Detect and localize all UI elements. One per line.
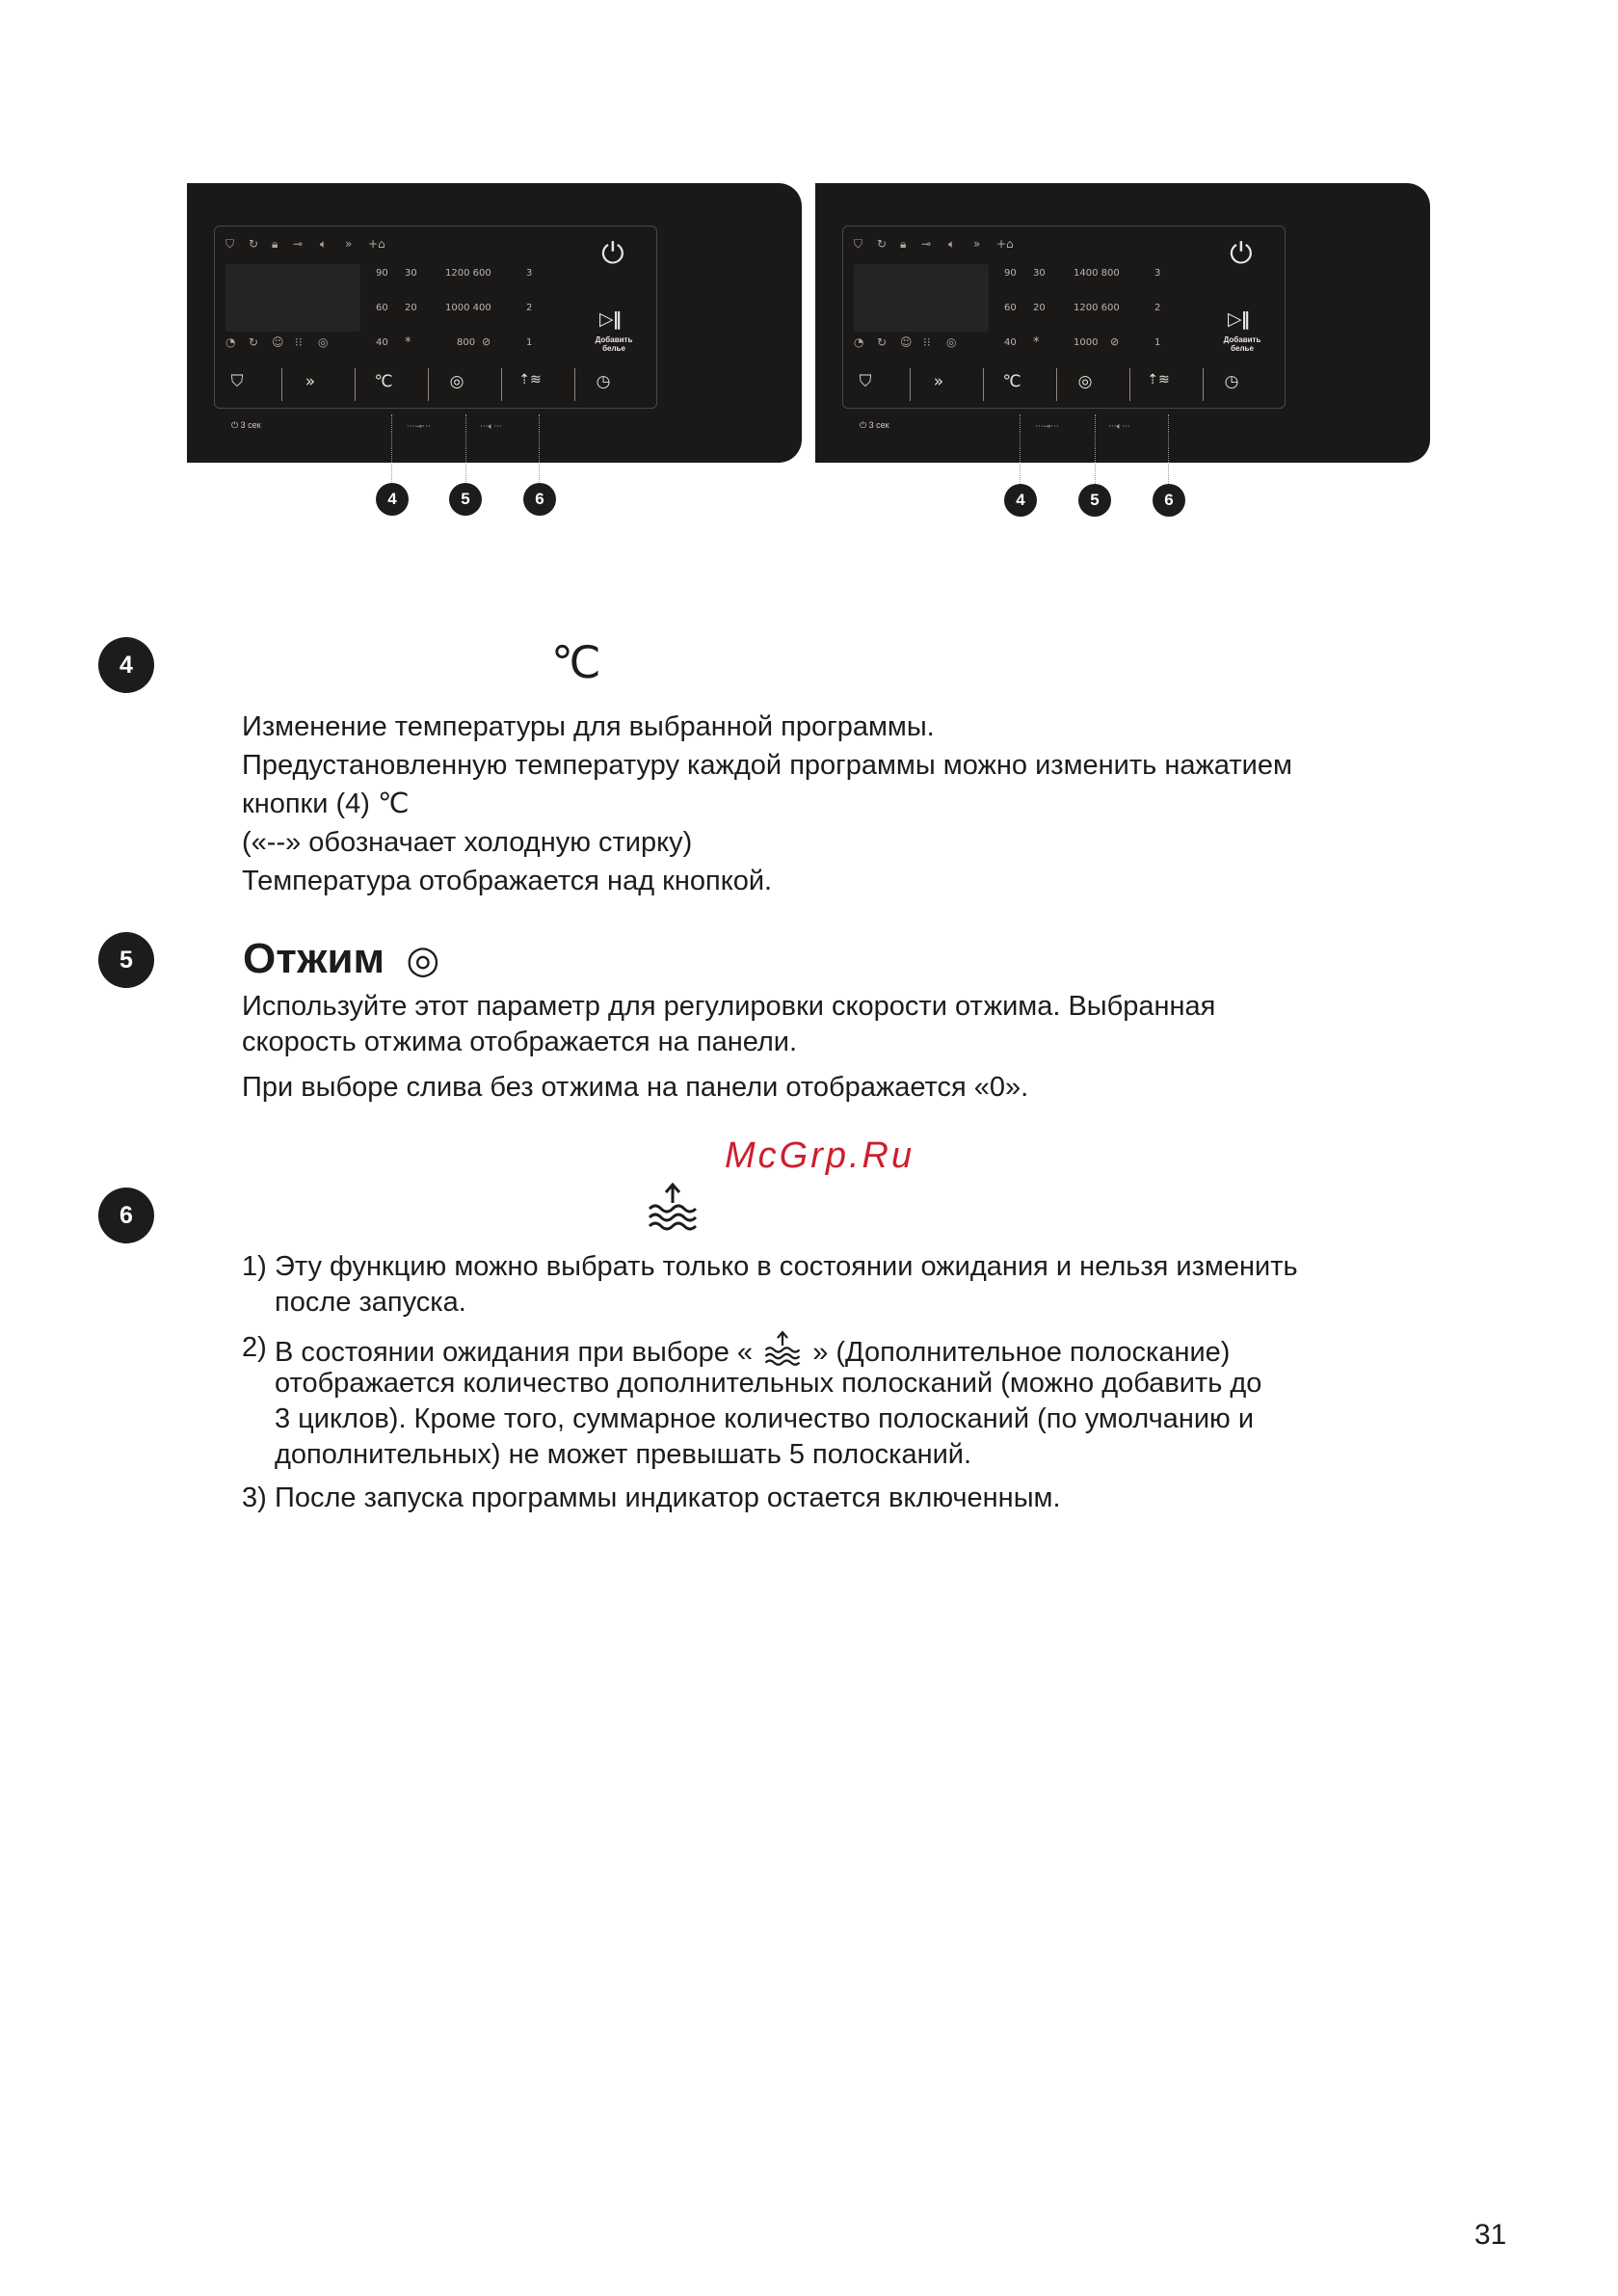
spin-row-2: 1000 400	[445, 303, 491, 313]
list-number: 2)	[242, 1332, 267, 1363]
quick-icon: »	[973, 237, 981, 251]
list-text: Эту функцию можно выбрать только в состоянии ожидания и нельзя изменить	[275, 1251, 1298, 1282]
spin-row-1: 1400 800	[1074, 268, 1120, 279]
temp-60: 60	[376, 303, 388, 313]
list-text-part: В состоянии ожидания при выборе «	[275, 1337, 754, 1368]
spin-row-1: 1200 600	[445, 268, 491, 279]
list-text: после запуска.	[275, 1287, 466, 1318]
spin-button[interactable]: ◎	[1077, 372, 1093, 391]
callout-badge-4: 4	[376, 483, 409, 516]
delay-end-button[interactable]: ◷	[596, 372, 611, 391]
door-lock-icon: 🔒︎	[900, 237, 907, 251]
key-icon: ⊸	[921, 237, 932, 251]
rinse-count-3: 3	[526, 268, 533, 279]
spin-line-3: При выборе слива без отжима на панели отображается «0».	[242, 1072, 1029, 1103]
separator	[983, 368, 984, 401]
list-text: отображается количество дополнительных полосканий (можно добавить до	[275, 1368, 1262, 1399]
child-lock-hint: ···⊸···	[407, 422, 431, 432]
list-text: 3 циклов). Кроме того, суммарное количество полосканий (по умолчанию и	[275, 1403, 1255, 1434]
spin-title: Отжим	[243, 935, 385, 982]
rinse-count-1: 1	[526, 337, 533, 348]
callout-line-5	[465, 414, 466, 484]
add-laundry-label: Добавить белье	[1223, 335, 1261, 353]
section-number-6: 6	[98, 1188, 154, 1243]
add-laundry-label: Добавить белье	[595, 335, 633, 353]
function-button-row	[844, 364, 1283, 403]
extra-rinse-icon	[760, 1330, 805, 1367]
add-rinse-indicator-icon: +⌂	[368, 237, 385, 251]
temp-60: 60	[1004, 303, 1017, 313]
list-text: После запуска программы индикатор остается включенным.	[275, 1482, 1061, 1513]
separator	[910, 368, 911, 401]
bio-icon: ☺	[272, 335, 284, 349]
temp-40: 40	[376, 337, 388, 348]
no-spin-icon: ⊘	[1110, 335, 1120, 348]
separator	[281, 368, 282, 401]
spin-row-3: 1000	[1074, 337, 1099, 348]
spin-row-2: 1200 600	[1074, 303, 1120, 313]
add-rinse-indicator-icon: +⌂	[996, 237, 1014, 251]
spin-line-1: Используйте этот параметр для регулировки скорости отжима. Выбранная	[242, 991, 1216, 1022]
rinse-count-3: 3	[1154, 268, 1161, 279]
separator	[355, 368, 356, 401]
list-number: 1)	[242, 1251, 267, 1282]
child-lock-icon: ⛉	[854, 237, 863, 251]
separator	[428, 368, 429, 401]
digital-display	[225, 264, 360, 332]
rinse-count-1: 1	[1154, 337, 1161, 348]
delay-end-icon: ↻	[877, 237, 888, 251]
eco-drum-clean-button[interactable]: ⛉	[230, 372, 244, 391]
cold-wash-icon: *	[405, 335, 411, 350]
rinse-button[interactable]: ⇡≋	[1147, 372, 1170, 387]
list-text-part: » (Дополнительное полоскание)	[812, 1337, 1231, 1368]
steam-icon: ⁝⁝	[923, 335, 931, 349]
eco-drum-clean-button[interactable]: ⛉	[859, 372, 872, 391]
callout-badge-6: 6	[523, 483, 556, 516]
delay-end-button[interactable]: ◷	[1224, 372, 1239, 391]
rinse-button[interactable]: ⇡≋	[518, 372, 542, 387]
temperature-line-2: Предустановленную температуру каждой программы можно изменить нажатием	[242, 750, 1292, 781]
steam-icon: ⁝⁝	[295, 335, 303, 349]
callout-line-6	[1168, 414, 1169, 484]
list-text	[275, 1330, 1230, 1371]
standby-icon: ↻	[249, 335, 259, 349]
callout-line-4	[391, 414, 392, 484]
temp-40: 40	[1004, 337, 1017, 348]
callout-badge-4: 4	[1004, 484, 1037, 517]
standby-icon: ↻	[877, 335, 888, 349]
list-text: дополнительных) не может превышать 5 полосканий.	[275, 1439, 972, 1470]
start-pause-icon[interactable]: ▷‖	[599, 308, 622, 330]
quick-button[interactable]: »	[305, 372, 316, 391]
control-panel-illustration-right	[815, 183, 1430, 463]
watermark: McGrp.Ru	[725, 1135, 915, 1176]
power-icon[interactable]: ⏻	[601, 237, 624, 271]
callout-badge-6: 6	[1153, 484, 1185, 517]
spin-row-3: 800	[457, 337, 476, 348]
temperature-button[interactable]: ℃	[374, 372, 393, 391]
temp-30: 30	[405, 268, 417, 279]
callout-line-4	[1020, 414, 1021, 484]
quick-icon: »	[345, 237, 353, 251]
callout-line-5	[1095, 414, 1096, 484]
sound-off-hint: ···🔈︎···	[480, 422, 502, 432]
callout-badge-5: 5	[449, 483, 482, 516]
temp-20: 20	[1033, 303, 1046, 313]
temperature-line-3: кнопки (4) ℃	[242, 788, 410, 819]
temp-90: 90	[376, 268, 388, 279]
spin-small-icon: ◎	[318, 335, 329, 349]
temperature-line-4: («--» обозначает холодную стирку)	[242, 827, 693, 858]
digital-display	[854, 264, 989, 332]
spin-small-icon: ◎	[946, 335, 957, 349]
separator	[1056, 368, 1057, 401]
key-icon: ⊸	[293, 237, 304, 251]
spin-button[interactable]: ◎	[449, 372, 464, 391]
callout-badge-5: 5	[1078, 484, 1111, 517]
page-number: 31	[1474, 2219, 1507, 2251]
temp-90: 90	[1004, 268, 1017, 279]
delay-end-icon: ↻	[249, 237, 259, 251]
temperature-button[interactable]: ℃	[1002, 372, 1021, 391]
hold-3-sec-label: ⏻ 3 сек	[231, 420, 261, 430]
temp-20: 20	[405, 303, 417, 313]
section-number-4: 4	[98, 637, 154, 693]
child-lock-icon: ⛉	[225, 237, 235, 251]
sound-off-icon: 🔈︎	[320, 237, 328, 251]
temperature-icon: ℃	[551, 636, 601, 688]
start-pause-icon[interactable]: ▷‖	[1228, 308, 1250, 330]
separator	[1203, 368, 1204, 401]
rinse-count-2: 2	[526, 303, 533, 313]
section-number-5: 5	[98, 932, 154, 988]
spin-line-2: скорость отжима отображается на панели.	[242, 1027, 798, 1057]
sound-off-hint: ···🔈︎···	[1108, 422, 1130, 432]
rinse-count-2: 2	[1154, 303, 1161, 313]
cold-wash-icon: *	[1033, 335, 1040, 350]
function-button-row	[216, 364, 654, 403]
separator	[1129, 368, 1130, 401]
separator	[574, 368, 575, 401]
list-number: 3)	[242, 1482, 267, 1513]
hold-3-sec-label: ⏻ 3 сек	[860, 420, 889, 430]
spin-heading	[243, 935, 439, 983]
spin-icon: ◎	[406, 938, 440, 982]
temperature-line-5: Температура отображается над кнопкой.	[242, 866, 773, 896]
quick-button[interactable]: »	[933, 372, 944, 391]
power-icon[interactable]: ⏻	[1230, 237, 1253, 271]
control-panel-illustration-left	[187, 183, 802, 463]
no-spin-icon: ⊘	[482, 335, 491, 348]
separator	[501, 368, 502, 401]
child-lock-hint: ···⊸···	[1035, 422, 1059, 432]
temperature-line-1: Изменение температуры для выбранной программы.	[242, 711, 935, 742]
timer-icon: ◔	[854, 335, 864, 349]
door-lock-icon: 🔒︎	[272, 237, 279, 251]
timer-icon: ◔	[225, 335, 236, 349]
sound-off-icon: 🔈︎	[948, 237, 956, 251]
callout-line-6	[539, 414, 540, 484]
temp-30: 30	[1033, 268, 1046, 279]
bio-icon: ☺	[900, 335, 913, 349]
extra-rinse-icon	[646, 1182, 700, 1236]
